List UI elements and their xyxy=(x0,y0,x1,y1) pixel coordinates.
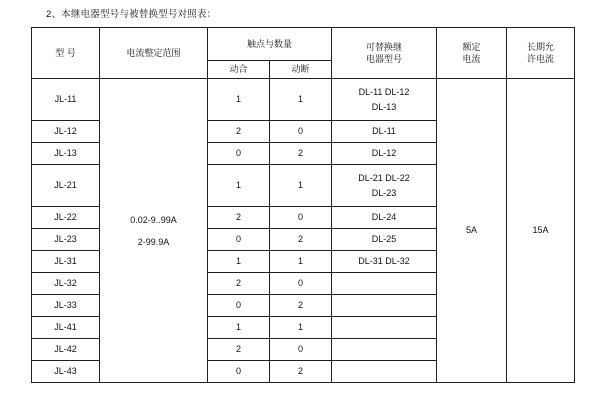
header-contacts-group: 触点与数量 xyxy=(208,28,332,61)
cell-contact-close: 1 xyxy=(208,251,270,273)
cell-contact-close: 0 xyxy=(208,361,270,383)
substitute-line: DL-12 xyxy=(371,148,397,158)
header-allowable-current xyxy=(507,28,575,79)
cell-model: JL-21 xyxy=(32,165,100,207)
cell-contact-open: 1 xyxy=(270,251,332,273)
comparison-table-wrapper xyxy=(31,27,574,383)
cell-model: JL-41 xyxy=(32,317,100,339)
cell-contact-open: 1 xyxy=(270,165,332,207)
header-allow-line1: 长期允 xyxy=(527,42,555,52)
cell-current-range xyxy=(100,79,208,383)
cell-model: JL-23 xyxy=(32,229,100,251)
substitute-line: DL-24 xyxy=(371,212,397,222)
cell-substitutes xyxy=(332,229,437,251)
cell-contact-open: 1 xyxy=(270,317,332,339)
cell-contact-open: 2 xyxy=(270,361,332,383)
header-rated-line2: 电流 xyxy=(462,54,481,64)
cell-substitutes xyxy=(332,295,437,317)
cell-contact-open: 2 xyxy=(270,295,332,317)
substitute-line: DL-11 DL-12 xyxy=(358,86,410,97)
relay-comparison-table xyxy=(31,27,575,383)
cell-model: JL-12 xyxy=(32,121,100,143)
cell-substitutes xyxy=(332,251,437,273)
table-caption: 2、本继电器型号与被替换型号对照表： xyxy=(46,9,217,20)
table-header xyxy=(32,28,575,79)
cell-contact-open: 0 xyxy=(270,339,332,361)
header-contact-close: 动合 xyxy=(208,61,270,79)
substitute-line: DL-13 xyxy=(371,101,397,112)
table-body xyxy=(32,79,575,383)
cell-contact-close: 2 xyxy=(208,121,270,143)
range-line2: 2-99.9A xyxy=(137,236,170,247)
cell-substitutes xyxy=(332,79,437,121)
cell-contact-open: 0 xyxy=(270,207,332,229)
cell-model: JL-31 xyxy=(32,251,100,273)
header-model: 型 号 xyxy=(32,28,100,79)
cell-substitutes xyxy=(332,207,437,229)
cell-model: JL-33 xyxy=(32,295,100,317)
header-current-range: 电流整定范围 xyxy=(100,28,208,79)
table-header-row-main xyxy=(32,28,575,61)
cell-contact-close: 2 xyxy=(208,339,270,361)
cell-substitutes xyxy=(332,273,437,295)
cell-contact-open: 1 xyxy=(270,79,332,121)
cell-rated-current: 5A xyxy=(437,79,507,383)
cell-model: JL-32 xyxy=(32,273,100,295)
cell-model: JL-22 xyxy=(32,207,100,229)
cell-substitutes xyxy=(332,317,437,339)
header-allow-line2: 许电流 xyxy=(527,54,555,64)
header-substitute-line1: 可替换继 xyxy=(366,42,403,52)
cell-model: JL-13 xyxy=(32,143,100,165)
cell-contact-close: 0 xyxy=(208,229,270,251)
cell-model: JL-43 xyxy=(32,361,100,383)
cell-substitutes xyxy=(332,361,437,383)
cell-substitutes xyxy=(332,339,437,361)
substitute-line: DL-23 xyxy=(371,187,397,198)
range-line1: 0.02-9..99A xyxy=(130,214,177,225)
substitute-line: DL-21 DL-22 xyxy=(358,172,410,183)
cell-substitutes xyxy=(332,121,437,143)
header-substitute-line2: 电器型号 xyxy=(366,54,403,64)
substitute-line: DL-11 xyxy=(372,126,396,136)
substitute-line: DL-25 xyxy=(371,234,397,244)
cell-contact-close: 2 xyxy=(208,273,270,295)
cell-contact-close: 1 xyxy=(208,317,270,339)
cell-contact-close: 1 xyxy=(208,79,270,121)
table-row xyxy=(32,79,575,121)
cell-contact-open: 2 xyxy=(270,143,332,165)
header-contact-open: 动断 xyxy=(270,61,332,79)
cell-contact-open: 0 xyxy=(270,121,332,143)
cell-substitutes xyxy=(332,165,437,207)
header-rated-current xyxy=(437,28,507,79)
substitute-line: DL-31 DL-32 xyxy=(358,256,410,266)
cell-contact-close: 0 xyxy=(208,143,270,165)
cell-contact-close: 1 xyxy=(208,165,270,207)
header-substitute-group xyxy=(332,28,437,79)
cell-contact-close: 0 xyxy=(208,295,270,317)
cell-contact-open: 2 xyxy=(270,229,332,251)
cell-contact-close: 2 xyxy=(208,207,270,229)
cell-model: JL-42 xyxy=(32,339,100,361)
cell-contact-open: 0 xyxy=(270,273,332,295)
cell-allowable-current: 15A xyxy=(507,79,575,383)
header-rated-line1: 额定 xyxy=(462,42,481,52)
cell-model: JL-11 xyxy=(32,79,100,121)
cell-substitutes xyxy=(332,143,437,165)
